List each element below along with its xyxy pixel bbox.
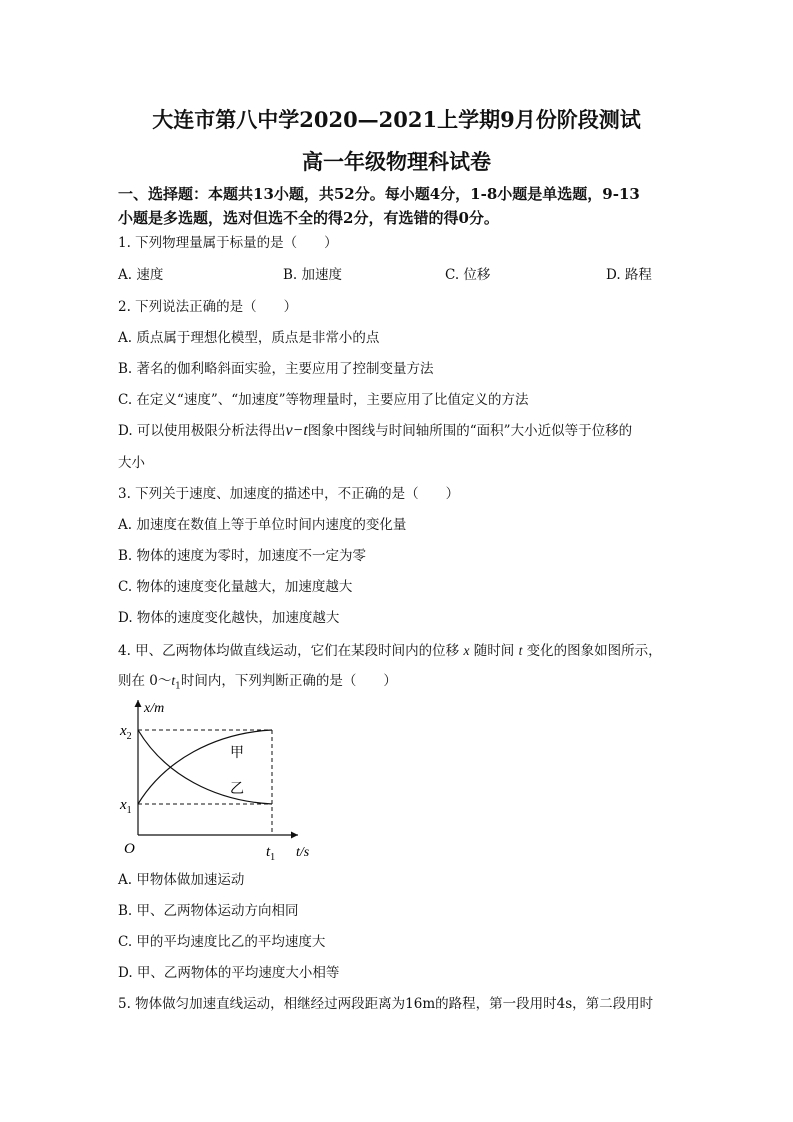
q2-option-d [118,422,632,440]
q4-stem-line2 [118,672,397,696]
section-heading-line1: 一、选择题：本题共13小题，共52分。每小题4分，1-8小题是单选题，9-13 [118,185,640,203]
q1-option-b: B. 加速度 [283,267,343,283]
q4-stem2-t: t [171,673,176,688]
q1-option-a: A. 速度 [118,267,164,283]
q4-stem [118,642,662,660]
q3-option-a: A. 加速度在数值上等于单位时间内速度的变化量 [118,517,407,533]
q3-option-b: B. 物体的速度为零时，加速度不一定为零 [118,548,367,564]
q4-option-b: B. 甲、乙两物体运动方向相同 [118,903,299,919]
x1-tick-label: $x_1$ [120,797,132,816]
t1-tick-label: $t_1$ [266,844,276,863]
q3-option-d: D. 物体的速度变化越快，加速度越大 [118,610,340,626]
exam-title: 大连市第八中学2020—2021上学期9月份阶段测试 [152,107,641,132]
q4-stem-part3: 变化的图象如图所示， [522,643,662,659]
q5-stem: 5. 物体做匀加速直线运动，相继经过两段距离为16m的路程，第一段用时4s，第二段用时 [118,996,654,1012]
curve-yi [138,730,272,804]
x-axis-label: t/s [296,845,310,860]
q4-stem-x: x [463,643,470,658]
q1-option-d: D. 路程 [606,267,652,283]
q2-option-d-var: v−t [285,422,308,439]
q2-option-d-cont: 大小 [118,455,145,471]
y-axis-label: x/m [144,701,165,716]
label-yi: 乙 [230,781,244,797]
q4-stem-t: t [518,643,523,658]
origin-label: O [124,841,135,857]
q4-stem2-part2: 时间内，下列判断正确的是（ ） [180,673,397,689]
q2-option-d-pre: D. 可以使用极限分析法得出 [118,423,286,439]
label-jia: 甲 [230,745,244,761]
q3-option-c: C. 物体的速度变化量越大，加速度越大 [118,579,353,595]
exam-subtitle: 高一年级物理科试卷 [302,149,491,174]
q2-option-d-post: 图象中图线与时间轴所围的“面积”大小近似等于位移的 [307,423,633,439]
q1-option-c: C. 位移 [445,267,491,283]
q4-stem-part1: 4. 甲、乙两物体均做直线运动，它们在某段时间内的位移 [118,643,464,659]
section-heading-line2: 小题是多选题，选对但选不全的得2分，有选错的得0分。 [118,209,499,227]
curve-jia [138,730,272,804]
q2-option-b: B. 著名的伽利略斜面实验，主要应用了控制变量方法 [118,361,434,377]
q2-option-a: A. 质点属于理想化模型，质点是非常小的点 [118,330,380,346]
x2-tick-label: $x_2$ [120,723,132,742]
q4-stem2-sub: 1 [175,681,181,692]
q4-option-d: D. 甲、乙两物体的平均速度大小相等 [118,965,340,981]
q1-stem: 1. 下列物理量属于标量的是（ ） [118,235,338,251]
q2-stem: 2. 下列说法正确的是（ ） [118,299,298,315]
q4-option-c: C. 甲的平均速度比乙的平均速度大 [118,934,326,950]
q4-option-a: A. 甲物体做加速运动 [118,872,245,888]
q3-stem: 3. 下列关于速度、加速度的描述中，不正确的是（ ） [118,486,460,502]
q4-stem2-part1: 则在 0～ [118,673,172,689]
q4-stem-part2: 随时间 [469,643,519,659]
q2-option-c: C. 在定义“速度”、“加速度”等物理量时，主要应用了比值定义的方法 [118,392,529,408]
